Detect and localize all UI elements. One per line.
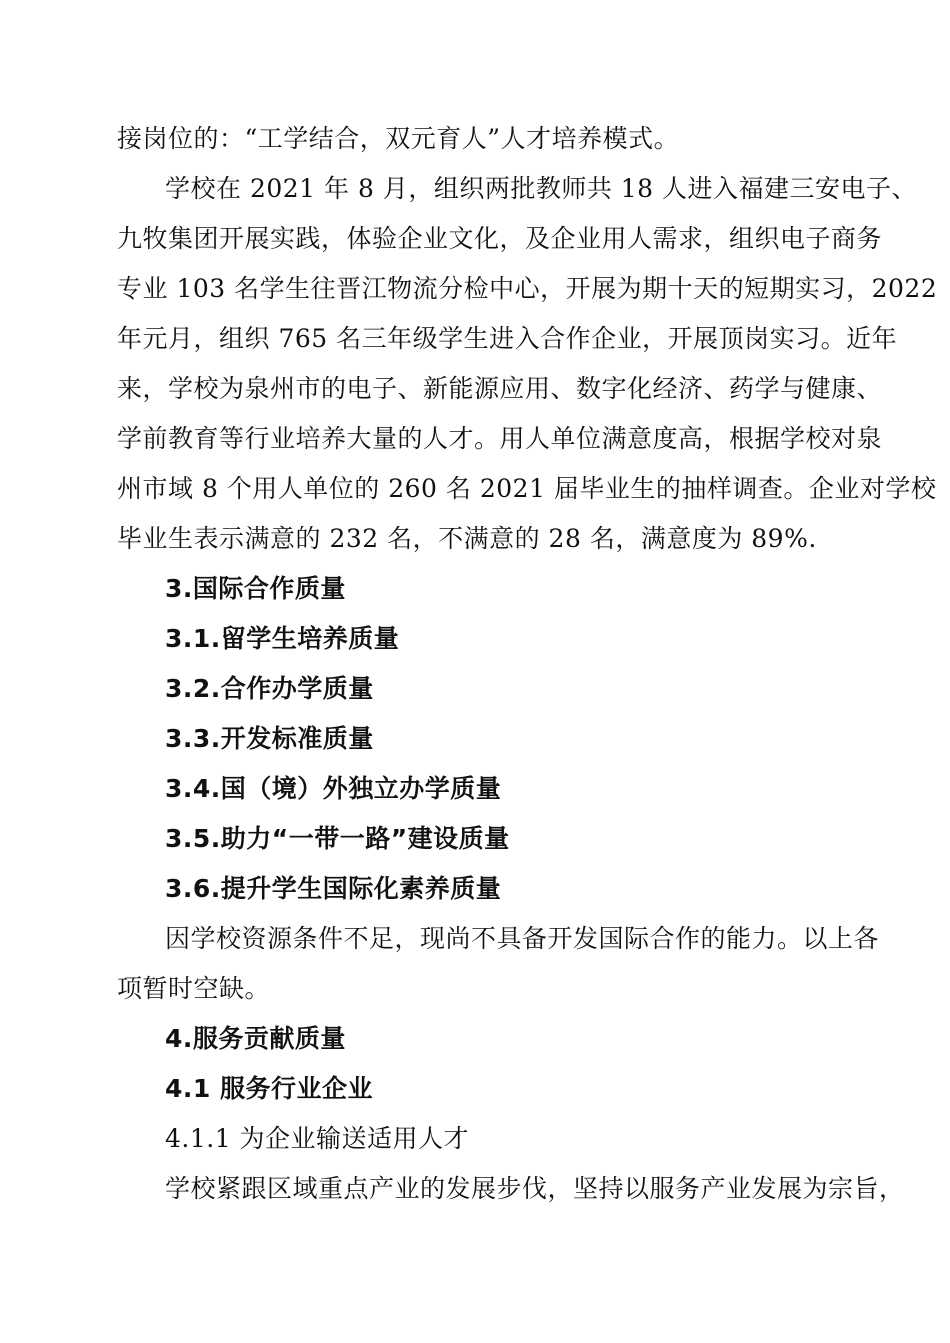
paragraph-line: 接岗位的：“工学结合，双元育人”人才培养模式。: [117, 124, 680, 153]
paragraph-line: 九牧集团开展实践，体验企业文化，及企业用人需求，组织电子商务: [117, 224, 883, 253]
subsection-heading: 3.5.助力“一带一路”建设质量: [165, 824, 510, 853]
paragraph-line: 州市域 8 个用人单位的 260 名 2021 届毕业生的抽样调查。企业对学校: [117, 474, 937, 503]
subsection-heading: 4.1 服务行业企业: [165, 1074, 373, 1103]
paragraph-line: 来，学校为泉州市的电子、新能源应用、数字化经济、药学与健康、: [117, 374, 883, 403]
paragraph-line: 因学校资源条件不足，现尚不具备开发国际合作的能力。以上各: [165, 924, 880, 953]
paragraph-line: 项暂时空缺。: [117, 974, 271, 1003]
subsection-heading: 3.4.国（境）外独立办学质量: [165, 774, 502, 803]
paragraph-line: 毕业生表示满意的 232 名，不满意的 28 名，满意度为 89%.: [117, 524, 817, 553]
paragraph-line: 学校在 2021 年 8 月，组织两批教师共 18 人进入福建三安电子、: [165, 174, 918, 203]
paragraph-line: 学校紧跟区域重点产业的发展步伐，坚持以服务产业发展为宗旨，: [165, 1174, 905, 1203]
subsection-heading: 3.1.留学生培养质量: [165, 624, 400, 653]
subsection-heading: 3.2.合作办学质量: [165, 674, 374, 703]
sub-subsection-heading: 4.1.1 为企业输送适用人才: [165, 1124, 470, 1153]
paragraph-line: 学前教育等行业培养大量的人才。用人单位满意度高，根据学校对泉: [117, 424, 883, 453]
paragraph-line: 专业 103 名学生往晋江物流分检中心，开展为期十天的短期实习，2022: [117, 274, 938, 303]
paragraph-line: 年元月，组织 765 名三年级学生进入合作企业，开展顶岗实习。近年: [117, 324, 898, 353]
subsection-heading: 3.6.提升学生国际化素养质量: [165, 874, 502, 903]
subsection-heading: 3.3.开发标准质量: [165, 724, 374, 753]
section-heading: 4.服务贡献质量: [165, 1024, 346, 1053]
section-heading: 3.国际合作质量: [165, 574, 346, 603]
